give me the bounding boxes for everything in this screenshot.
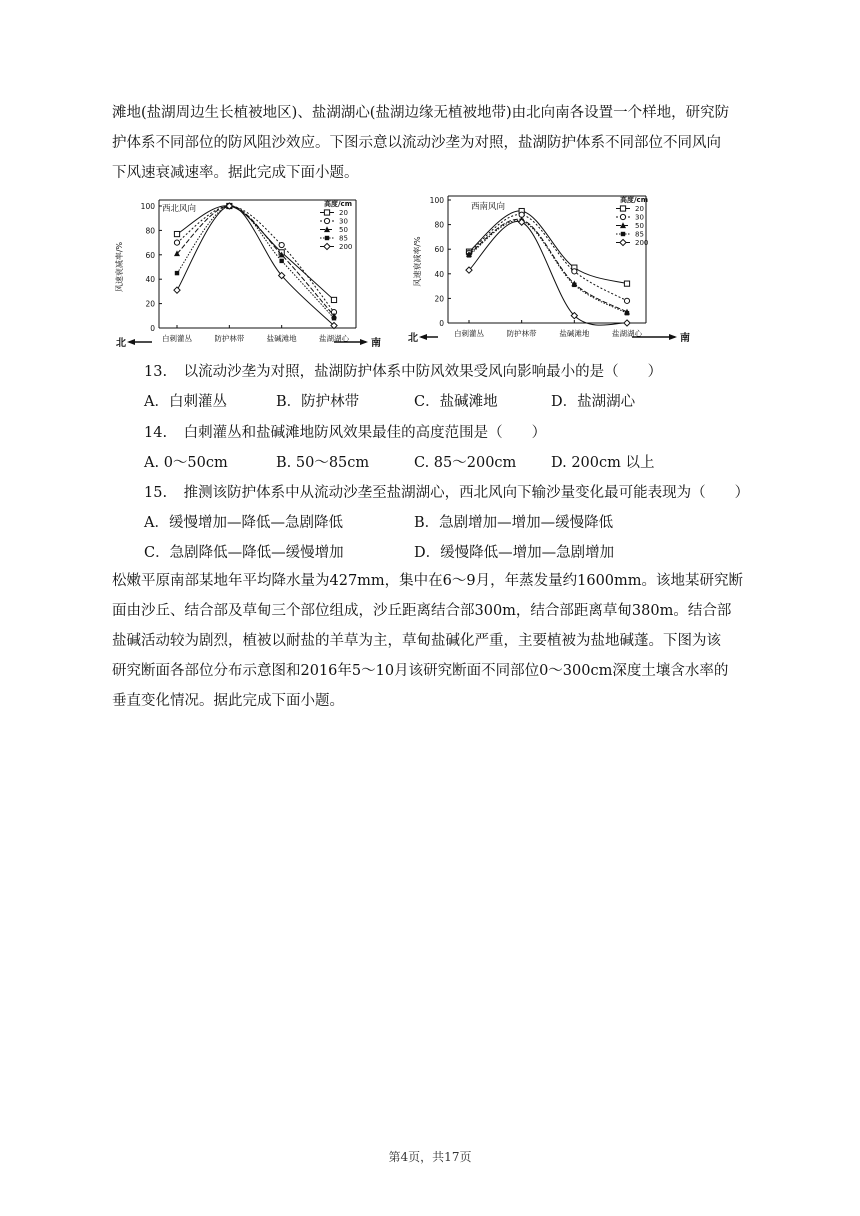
y-axis-label: 风速衰减率/% <box>413 236 422 287</box>
legend-title: 高度/cm <box>620 196 648 204</box>
y-tick-label: 60 <box>434 245 444 255</box>
x-tick-label: 白刺灌丛 <box>162 334 192 343</box>
option-a: A. 0～50cm <box>144 455 228 471</box>
legend-item <box>616 214 644 222</box>
y-tick-label: 20 <box>145 299 155 309</box>
option-b: B．急剧增加—增加—缓慢降低 <box>414 515 614 531</box>
legend-title: 高度/cm <box>324 200 352 208</box>
data-point <box>572 283 576 287</box>
legend-item <box>320 235 348 243</box>
y-axis-label: 风速衰减率/% <box>115 241 124 293</box>
north-arrowhead <box>127 339 135 345</box>
legend-item <box>616 205 644 213</box>
option-b: B. 50～85cm <box>276 455 370 471</box>
y-tick-label: 0 <box>150 324 155 333</box>
north-label: 北 <box>408 333 418 344</box>
legend-item <box>616 239 648 247</box>
data-point <box>279 242 284 247</box>
chart-title: 西北风向 <box>162 204 197 214</box>
passage-line: 垂直变化情况。据此完成下面小题。 <box>112 693 344 709</box>
question-13 <box>144 360 662 381</box>
legend-label: 85 <box>339 234 348 243</box>
y-tick-label: 100 <box>140 202 155 211</box>
series-85 <box>175 204 336 321</box>
series-line <box>469 220 627 313</box>
legend-item <box>320 209 348 217</box>
option-c: C. 85～200cm <box>414 455 517 471</box>
passage-line: 研究断面各部位分布示意图和2016年5～10月该研究断面不同部位0～300cm深度土壤含水率的 <box>112 663 729 679</box>
question-15 <box>144 481 749 502</box>
y-tick-label: 40 <box>145 275 155 285</box>
legend-label: 200 <box>339 243 353 251</box>
question-stem: 推测该防护体系中从流动沙垄至盐湖湖心，西北风向下输沙量变化最可能表现为（ ） <box>183 485 750 501</box>
option-a: A．白刺灌丛 <box>144 394 227 410</box>
data-point <box>174 231 179 236</box>
data-point <box>624 281 629 286</box>
question-14 <box>144 421 546 442</box>
legend-label: 50 <box>339 226 348 234</box>
x-tick-label: 白刺灌丛 <box>454 329 484 338</box>
data-point <box>325 236 329 240</box>
page-footer: 第4页，共17页 <box>388 1150 472 1164</box>
series-20 <box>174 203 336 302</box>
south-arrowhead <box>360 339 368 345</box>
option-b: B．防护林带 <box>276 394 360 410</box>
x-tick-label: 盐湖湖心 <box>319 334 349 343</box>
series-200 <box>174 203 337 329</box>
option-d: D. 200cm 以上 <box>551 455 655 471</box>
legend-label: 30 <box>635 213 644 222</box>
legend-item <box>320 243 352 251</box>
y-tick-label: 80 <box>145 226 155 236</box>
data-point <box>324 243 330 249</box>
data-point <box>331 297 336 302</box>
intro-line: 下风速衰减速率。据此完成下面小题。 <box>112 165 359 181</box>
series-line <box>469 221 627 325</box>
option-d: D．盐湖湖心 <box>551 394 636 410</box>
passage-line: 面由沙丘、结合部及草甸三个部位组成，沙丘距离结合部300m，结合部距离草甸380m。结合部 <box>112 603 732 619</box>
data-point <box>174 287 180 293</box>
x-tick-label: 盐碱滩地 <box>266 334 297 343</box>
series-30 <box>466 212 629 303</box>
data-point <box>467 253 471 257</box>
y-tick-label: 0 <box>439 319 444 328</box>
data-point <box>332 316 336 320</box>
data-point <box>324 218 329 223</box>
legend-label: 200 <box>635 239 649 247</box>
chart-southwest-wind <box>408 190 700 348</box>
chart-northwest-wind <box>112 194 402 348</box>
y-tick-label: 80 <box>434 220 444 230</box>
y-tick-label: 60 <box>145 250 155 260</box>
data-point <box>624 320 630 326</box>
series-line <box>177 206 334 316</box>
legend-item <box>320 226 348 234</box>
legend-label: 20 <box>339 209 348 217</box>
series-30 <box>174 203 336 314</box>
data-point <box>620 206 625 211</box>
passage-line: 松嫩平原南部某地年平均降水量为427mm，集中在6～9月，年蒸发量约1600mm。该地某研究断 <box>112 573 744 589</box>
data-point <box>620 239 626 245</box>
data-point <box>572 269 577 274</box>
question-stem: 白刺灌丛和盐碱滩地防风效果最佳的高度范围是（ ） <box>183 425 547 441</box>
x-tick-label: 盐湖湖心 <box>612 329 642 338</box>
series-line <box>177 206 334 300</box>
data-point <box>620 214 625 219</box>
legend-item <box>616 222 644 230</box>
option-a: A．缓慢增加—降低—急剧降低 <box>144 515 343 531</box>
north-label: 北 <box>116 338 126 348</box>
chart-title: 西南风向 <box>471 202 506 212</box>
question-stem: 以流动沙垄为对照，盐湖防护体系中防风效果受风向影响最小的是（ ） <box>183 364 663 380</box>
data-point <box>175 271 179 275</box>
data-point <box>624 298 629 303</box>
south-label: 南 <box>371 338 381 348</box>
data-point <box>279 259 283 263</box>
data-point <box>621 232 625 236</box>
data-point <box>324 210 329 215</box>
data-point <box>174 240 179 245</box>
legend-item <box>616 231 644 239</box>
south-arrowhead <box>669 334 677 340</box>
data-point <box>625 311 629 315</box>
series-line <box>177 206 334 318</box>
question-number: 14. <box>144 425 168 441</box>
question-number: 15. <box>144 485 168 501</box>
series-line <box>469 211 627 284</box>
south-label: 南 <box>680 333 690 344</box>
passage-line: 盐碱活动较为剧烈，植被以耐盐的羊草为主，草甸盐碱化严重，主要植被为盐地碱蓬。下图为该 <box>112 633 721 649</box>
option-c: C．盐碱滩地 <box>414 394 498 410</box>
option-d: D．缓慢降低—增加—急剧增加 <box>414 545 615 561</box>
y-tick-label: 100 <box>429 196 444 205</box>
legend-label: 85 <box>635 230 644 239</box>
legend-label: 20 <box>635 205 644 213</box>
intro-line: 护体系不同部位的防风阻沙效应。下图示意以流动沙垄为对照，盐湖防护体系不同部位不同风向 <box>112 135 721 151</box>
north-arrowhead <box>419 334 427 340</box>
question-number: 13. <box>144 364 168 380</box>
series-50 <box>174 203 337 319</box>
y-tick-label: 40 <box>434 269 444 279</box>
intro-paragraph <box>112 98 752 188</box>
x-tick-label: 盐碱滩地 <box>559 329 590 338</box>
y-tick-label: 20 <box>434 294 444 304</box>
passage-paragraph <box>112 566 752 716</box>
legend-label: 30 <box>339 217 348 226</box>
legend-label: 50 <box>635 222 644 230</box>
option-c: C．急剧降低—降低—缓慢增加 <box>144 545 344 561</box>
series-line <box>177 206 334 312</box>
series-20 <box>466 208 629 286</box>
legend-item <box>320 218 348 226</box>
intro-line: 滩地(盐湖周边生长植被地区)、盐湖湖心(盐湖边缘无植被地带)由北向南各设置一个样地，研究防 <box>112 105 730 121</box>
x-tick-label: 防护林带 <box>214 334 245 343</box>
x-tick-label: 防护林带 <box>506 329 537 338</box>
